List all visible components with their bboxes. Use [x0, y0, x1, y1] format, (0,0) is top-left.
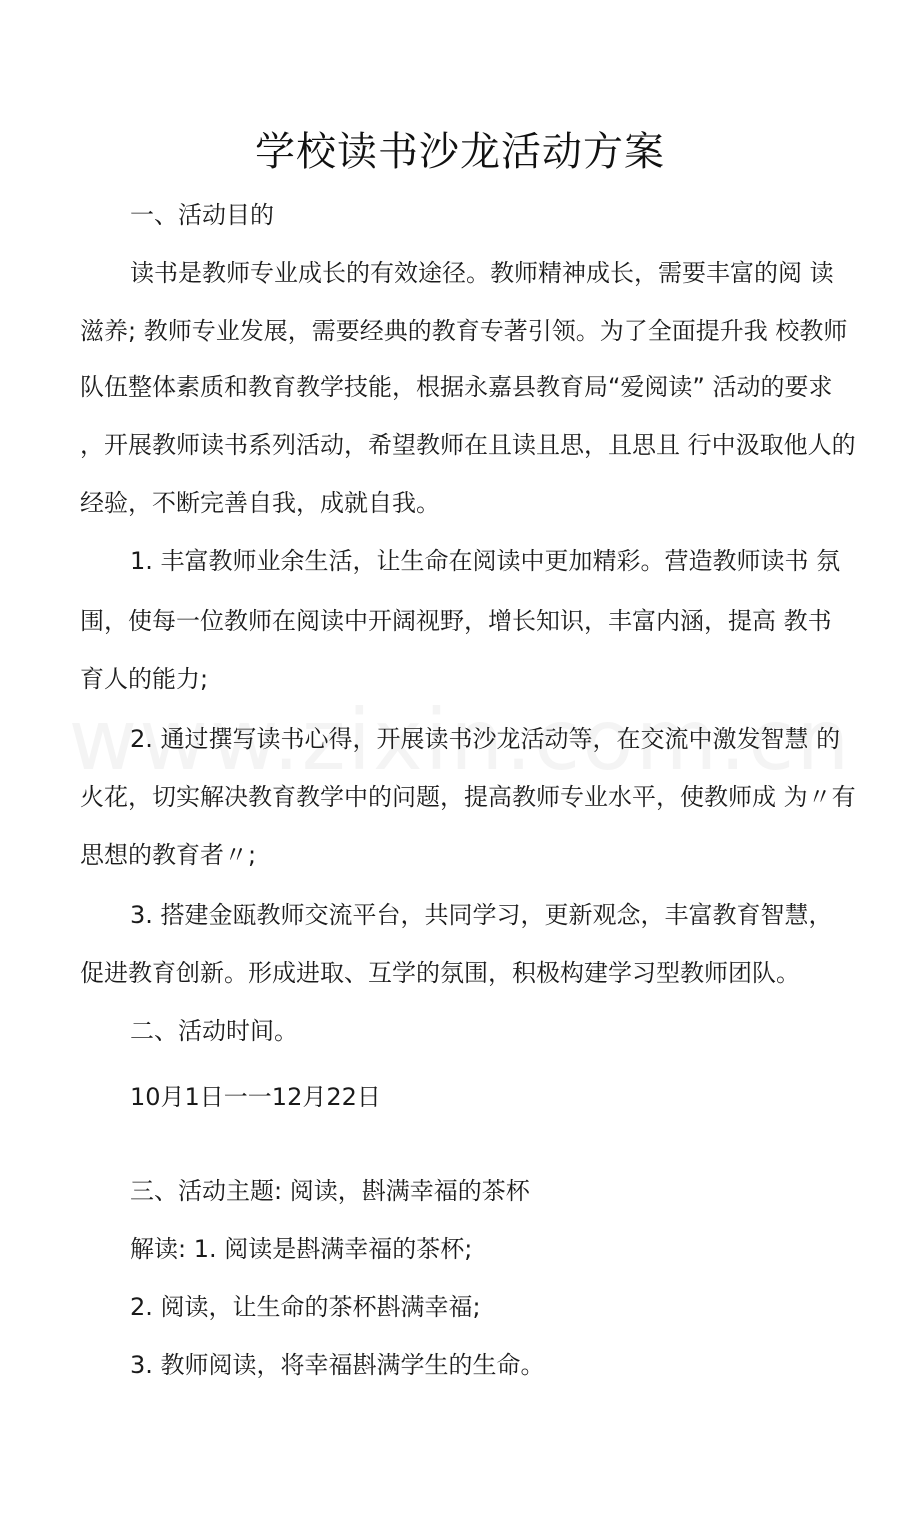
point3-line-1: 3. 搭建金瓯教师交流平台，共同学习，更新观念，丰富教育智慧，	[130, 901, 833, 929]
section1-heading: 一、活动目的	[130, 201, 274, 229]
point2-line-1: 2. 通过撰写读书心得，开展读书沙龙活动等，在交流中激发智慧 的	[130, 725, 841, 753]
activity-date: 10月1日一一12月22日	[130, 1083, 381, 1111]
intro-line-5: 经验，不断完善自我，成就自我。	[80, 489, 440, 517]
point3-line-2: 促进教育创新。形成进取、互学的氛围，积极构建学习型教师团队。	[80, 959, 800, 987]
intro-line-1: 读书是教师专业成长的有效途径。教师精神成长，需要丰富的阅 读	[130, 259, 834, 287]
point1-line-3: 育人的能力;	[80, 665, 209, 693]
document-title: 学校读书沙龙活动方案	[255, 129, 665, 175]
interpretation-item-2: 2. 阅读，让生命的茶杯斟满幸福;	[130, 1293, 481, 1321]
point2-line-2: 火花，切实解决教育教学中的问题，提高教师专业水平，使教师成 为〃有	[80, 783, 856, 811]
section3-heading: 三、活动主题: 阅读，斟满幸福的茶杯	[130, 1177, 530, 1205]
point1-line-2: 围，使每一位教师在阅读中开阔视野，增长知识，丰富内涵，提高 教书	[80, 607, 832, 635]
point2-line-3: 思想的教育者〃;	[80, 841, 257, 869]
intro-line-4: ，开展教师读书系列活动，希望教师在且读且思，且思且 行中汲取他人的	[80, 431, 856, 459]
section2-heading: 二、活动时间。	[130, 1017, 298, 1045]
interpretation-item-3: 3. 教师阅读，将幸福斟满学生的生命。	[130, 1351, 545, 1379]
intro-line-2: 滋养; 教师专业发展，需要经典的教育专著引领。为了全面提升我 校教师	[80, 317, 848, 345]
interpretation-line: 解读: 1. 阅读是斟满幸福的茶杯;	[130, 1235, 473, 1263]
intro-line-3: 队伍整体素质和教育教学技能，根据永嘉县教育局“爱阅读” 活动的要求	[80, 373, 833, 401]
point1-line-1: 1. 丰富教师业余生活，让生命在阅读中更加精彩。营造教师读书 氛	[130, 547, 841, 575]
